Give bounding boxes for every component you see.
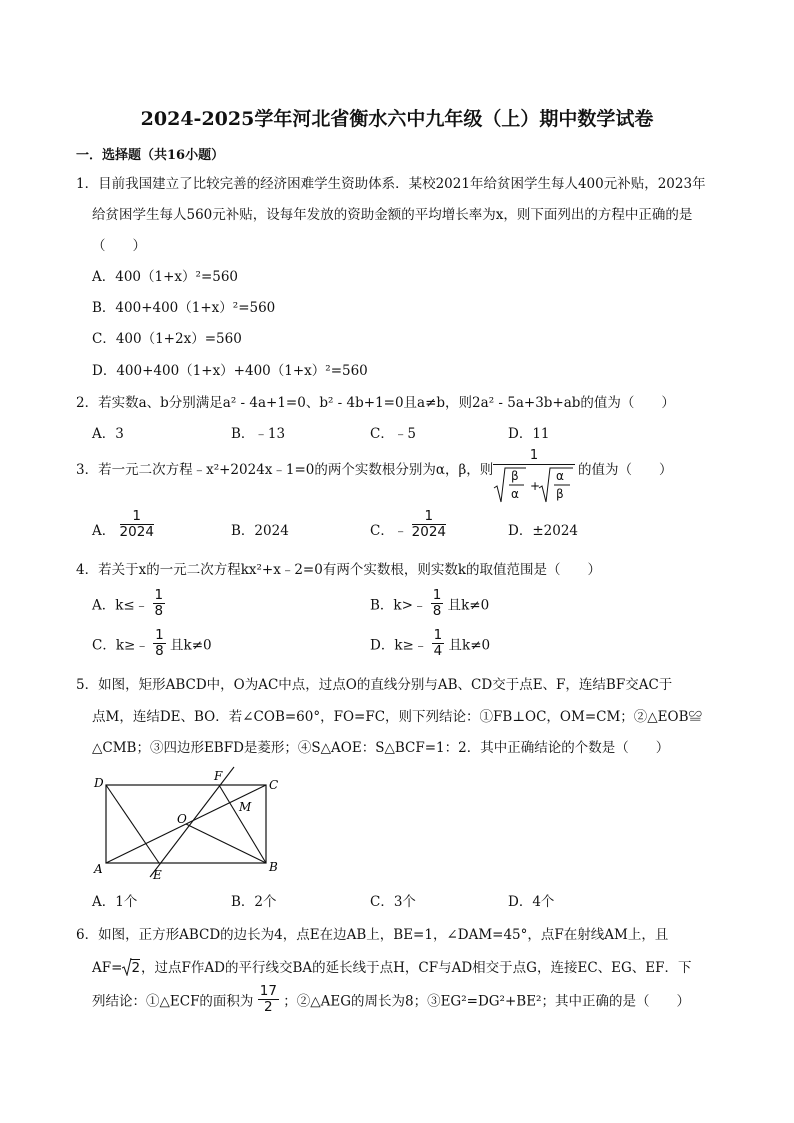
q5-line-2: 点M，连结DE、BO．若∠COB=60°，FO=FC，则下列结论：①FB⊥OC，OM=CM；②△EOB≌: [92, 709, 703, 725]
fraction-denominator: 2024: [119, 524, 154, 540]
sqrt-radicand: 2: [131, 960, 141, 976]
svg-text:+: +: [530, 479, 541, 493]
q4-option-c-prefix: C．k≥﹣: [92, 637, 149, 654]
fraction-denominator: 4: [433, 643, 443, 659]
q4-option-b-suffix: 且k≠0: [447, 597, 490, 614]
q1-line-3: （ ）: [92, 238, 146, 254]
fraction-numerator: 1: [412, 509, 446, 525]
q6-sqrt: [122, 959, 140, 977]
q5-line-1: 5．如图，矩形ABCD中，O为AC中点，过点O的直线分别与AB、CD交于点E、F，连结BF交AC于: [76, 677, 673, 693]
q3-option-b: B．2024: [231, 523, 289, 539]
q4-option-d-suffix: 且k≠0: [448, 637, 491, 654]
q3-option-c: [370, 508, 446, 540]
q6-line-2: [92, 959, 692, 977]
q2-option-d: D．11: [508, 426, 550, 442]
q2-option-b: B．﹣13: [231, 426, 286, 442]
fraction-denominator: 2024: [411, 524, 446, 540]
q4-option-b-prefix: B．k>﹣: [370, 597, 427, 614]
q2-option-c: C．﹣5: [370, 426, 416, 442]
q3-line-1a: 3．若一元二次方程﹣x²+2024x﹣1=0的两个实数根分别为α，β，则: [76, 462, 494, 478]
q3-option-a-label: A．: [92, 523, 116, 539]
q3-option-a: [92, 508, 154, 540]
q1-line-1: 1．目前我国建立了比较完善的经济困难学生资助体系．某校2021年给贫困学生每人400元补贴，2023年: [76, 176, 706, 192]
q4-option-b-fraction: [431, 588, 444, 619]
point-label-d: D: [94, 776, 104, 790]
q4-line-1: 4．若关于x的一元二次方程kx²+x﹣2=0有两个实数根，则实数k的取值范围是（ ）: [76, 562, 602, 578]
q1-option-a: A．400（1+x）²=560: [92, 269, 239, 285]
point-label-m: M: [239, 800, 252, 814]
q5-geometry-figure: [88, 765, 288, 885]
q3-option-a-fraction: [120, 509, 154, 540]
q4-option-d: [370, 628, 490, 659]
q4-option-d-prefix: D．k≥﹣: [370, 637, 428, 654]
q5-option-c: C．3个: [370, 894, 416, 910]
q6-line-2a: AF=: [92, 960, 123, 976]
q3-option-c-label: C．﹣: [370, 523, 408, 539]
q5-line-3: △CMB；③四边形EBFD是菱形；④S△AOE：S△BCF=1：2．其中正确结论的个数是（ ）: [92, 740, 670, 756]
q6-line-2b: ，过点F作AD的平行线交BA的延长线于点H，CF与AD相交于点G，连接EC、EG、EF．下: [141, 960, 692, 976]
q3-compound-fraction: [493, 448, 575, 506]
q4-option-a-prefix: A．k≤﹣: [92, 597, 149, 614]
q1-option-b: B．400+400（1+x）²=560: [92, 300, 276, 316]
fraction-denominator: 8: [155, 643, 164, 659]
q5-option-a: A．1个: [92, 894, 138, 910]
q4-option-a: [92, 588, 165, 619]
q6-line-3b: ；②△AEG的周长为8；③EG²=DG²+BE²；其中正确的是（ ）: [283, 993, 690, 1010]
point-label-f: F: [214, 769, 223, 783]
point-label-a: A: [94, 862, 103, 876]
q2-line-1: 2．若实数a、b分别满足a² - 4a+1=0、b² - 4b+1=0且a≠b，则2a² - 5a+3b+ab的值为（ ）: [76, 395, 675, 411]
fraction-denominator: 8: [432, 603, 442, 619]
q4-option-d-fraction: [432, 628, 445, 659]
fraction-numerator: 17: [259, 983, 277, 999]
page-title: 2024-2025学年河北省衡水六中九年级（上）期中数学试卷: [140, 108, 654, 130]
fraction-numerator: 1: [432, 587, 442, 603]
q6-area-fraction: [258, 984, 279, 1015]
fraction-numerator: 1: [120, 509, 154, 525]
q3-option-d: D．±2024: [508, 523, 578, 539]
q4-option-c-suffix: 且k≠0: [170, 637, 212, 654]
point-label-o: O: [177, 812, 187, 826]
segment-de: [106, 785, 159, 863]
q1-line-2: 给贫困学生每人560元补贴，设每年发放的资助金额的平均增长率为x，则下面列出的方程中正确的是: [92, 207, 693, 223]
point-label-b: B: [269, 860, 278, 874]
q4-option-b: [370, 588, 489, 619]
q3-option-c-fraction: [412, 509, 446, 540]
q3-sqrt2-den: β: [556, 487, 564, 501]
section-heading: 一．选择题（共16小题）: [76, 148, 225, 163]
q5-option-d: D．4个: [508, 894, 555, 910]
q3-sqrt1-den: α: [511, 487, 519, 501]
q5-option-b: B．2个: [231, 894, 277, 910]
radical-sign: [122, 958, 132, 976]
fraction-denominator: 2: [264, 999, 273, 1015]
q4-option-c-fraction: [153, 628, 166, 659]
fraction-denominator: 8: [154, 603, 164, 619]
point-label-c: C: [269, 778, 279, 792]
q1-option-c: C．400（1+2x）=560: [92, 331, 242, 347]
q3-sqrt2-num: α: [556, 469, 564, 483]
fraction-numerator: 1: [433, 627, 443, 643]
q6-line-3a: 列结论：①△ECF的面积为: [92, 993, 254, 1010]
q6-line-3: [92, 984, 690, 1015]
q2-option-a: A．3: [92, 426, 124, 442]
fraction-numerator: 1: [155, 627, 164, 643]
point-label-e: E: [153, 868, 162, 882]
q3-line-1b: 的值为（ ）: [578, 462, 673, 478]
q6-line-1: 6．如图，正方形ABCD的边长为4，点E在边AB上，BE=1，∠DAM=45°，点F在射线AM上，且: [76, 927, 669, 943]
fraction-numerator: 1: [154, 587, 164, 603]
q1-option-d: D．400+400（1+x）+400（1+x）²=560: [92, 363, 368, 379]
q4-option-a-fraction: [153, 588, 166, 619]
q4-option-c: [92, 628, 212, 659]
q3-sqrt1-num: β: [511, 469, 519, 483]
line-ef: [150, 767, 234, 877]
q3-frac-numerator: 1: [529, 448, 539, 463]
